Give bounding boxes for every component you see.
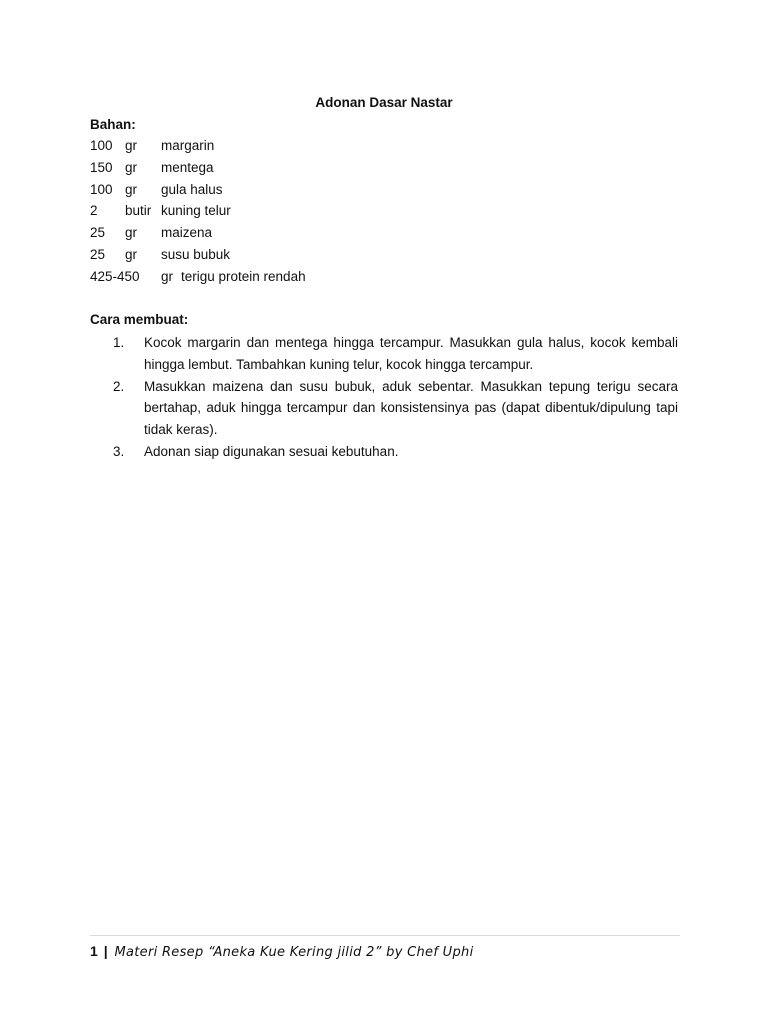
ingredient-name: susu bubuk: [161, 246, 231, 262]
method-step: [90, 332, 678, 376]
ingredient-quantity: 2: [90, 203, 98, 219]
page-number: 1: [90, 943, 98, 959]
ingredient-row: [90, 245, 390, 267]
ingredient-unit: gr: [125, 159, 138, 175]
step-text: Masukkan maizena dan susu bubuk, aduk sebentar. Masukkan tepung terigu secara bertahap, aduk hingga tercampur dan konsistensinya pas (dapat dibentuk/dipulung tapi tidak keras).: [144, 378, 678, 438]
ingredient-unit: gr: [125, 225, 138, 241]
method-heading: Cara membuat:: [90, 312, 189, 327]
ingredient-quantity: 100: [90, 138, 113, 153]
recipe-title: Adonan Dasar Nastar: [315, 95, 453, 110]
ingredient-row: [90, 158, 390, 180]
step-number: 3.: [113, 443, 125, 459]
footer-divider: [90, 935, 680, 936]
ingredient-quantity: 100: [90, 181, 113, 197]
footer-separator: |: [103, 943, 108, 959]
step-text: Adonan siap digunakan sesuai kebutuhan.: [144, 443, 399, 459]
ingredient-row: [90, 201, 390, 223]
step-number: 2.: [113, 378, 125, 394]
ingredient-unit: gr: [125, 138, 138, 153]
ingredient-row: [90, 180, 390, 202]
ingredient-name: margarin: [161, 138, 215, 153]
ingredient-quantity: 425-450: [90, 268, 140, 284]
ingredient-unit: gr: [161, 268, 174, 284]
ingredient-name: terigu protein rendah: [181, 268, 306, 284]
ingredient-name: maizena: [161, 225, 213, 241]
ingredient-unit: gr: [125, 181, 138, 197]
ingredient-row: [90, 267, 390, 289]
ingredient-list: [90, 136, 390, 289]
method-step: [90, 376, 678, 441]
ingredient-name: gula halus: [161, 181, 223, 197]
step-text: Kocok margarin dan mentega hingga tercampur. Masukkan gula halus, kocok kembali hingga lembut. Tambahkan kuning telur, kocok hingga tercampur.: [144, 335, 678, 372]
ingredients-heading: Bahan:: [90, 117, 136, 132]
ingredient-name: mentega: [161, 159, 214, 175]
ingredient-row: [90, 223, 390, 245]
ingredient-unit: butir: [125, 203, 152, 219]
ingredient-quantity: 25: [90, 225, 106, 241]
footer-credit: Materi Resep “Aneka Kue Kering jilid 2” by Chef Uphi: [114, 945, 474, 960]
ingredient-quantity: 25: [90, 246, 106, 262]
ingredient-row: [90, 136, 390, 158]
step-number: 1.: [113, 335, 125, 350]
ingredient-quantity: 150: [90, 159, 113, 175]
ingredient-name: kuning telur: [161, 203, 231, 219]
method-step: [90, 441, 678, 463]
method-steps: [90, 332, 678, 463]
ingredient-unit: gr: [125, 246, 138, 262]
page-footer: [90, 941, 473, 963]
